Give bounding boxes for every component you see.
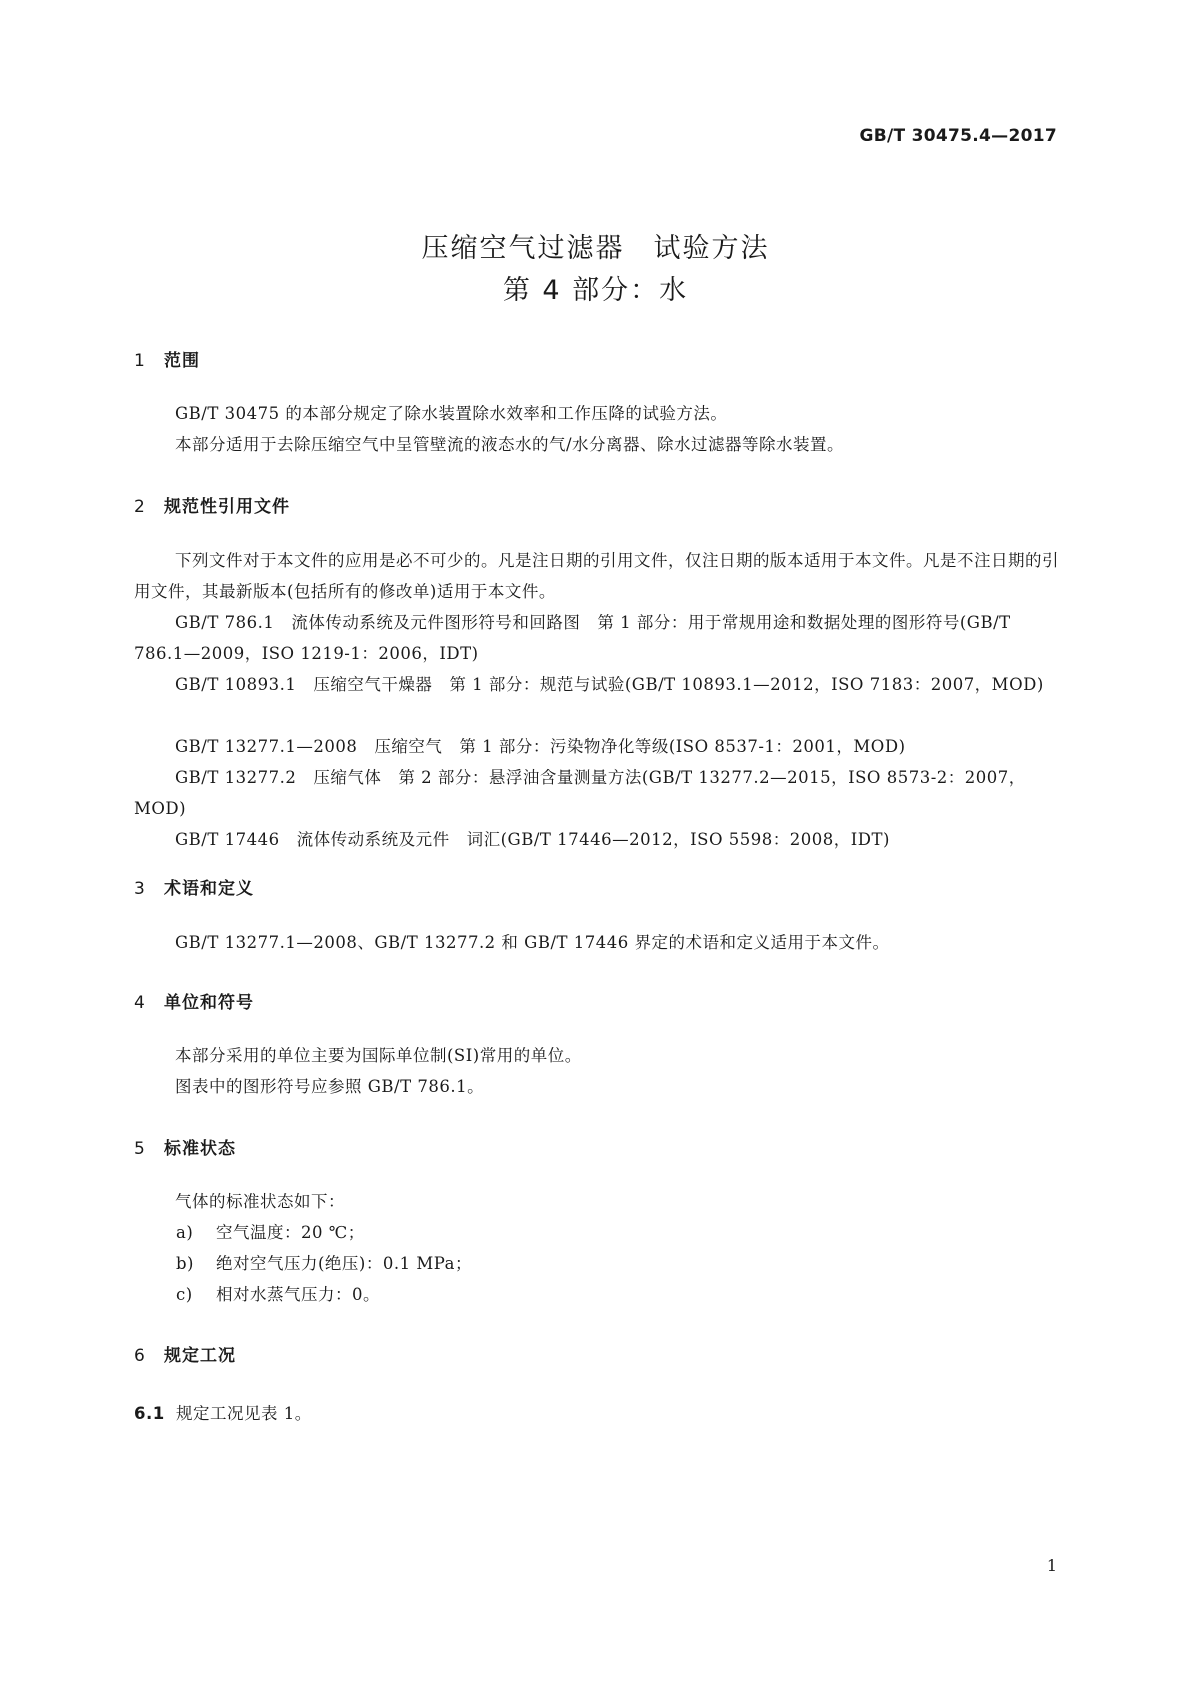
section-title: 规定工况 bbox=[164, 1346, 236, 1366]
list-item-text: 空气温度：20 ℃； bbox=[216, 1223, 365, 1242]
section-number: 6 bbox=[134, 1346, 146, 1366]
section-heading-standard-state bbox=[134, 1134, 236, 1159]
section-heading-normative-references bbox=[134, 492, 290, 517]
section-number: 1 bbox=[134, 351, 146, 371]
paragraph-standard-state-intro: 气体的标准状态如下： bbox=[175, 1192, 345, 1211]
paragraph-units-2: 图表中的图形符号应参照 GB/T 786.1。 bbox=[175, 1077, 485, 1096]
section-title: 术语和定义 bbox=[164, 879, 254, 899]
paragraph-terms: GB/T 13277.1—2008、GB/T 13277.2 和 GB/T 17446 界定的术语和定义适用于本文件。 bbox=[175, 933, 890, 952]
section-title: 规范性引用文件 bbox=[164, 497, 290, 517]
title-line-1: 压缩空气过滤器 试验方法 bbox=[421, 233, 770, 264]
paragraph-scope-1: GB/T 30475 的本部分规定了除水装置除水效率和工作压降的试验方法。 bbox=[175, 404, 728, 423]
reference-item: GB/T 10893.1 压缩空气干燥器 第 1 部分：规范与试验(GB/T 10893.1—2012，ISO 7183：2007，MOD) bbox=[175, 675, 1044, 694]
section-number: 4 bbox=[134, 993, 146, 1013]
reference-item: GB/T 786.1 流体传动系统及元件图形符号和回路图 第 1 部分：用于常规用途和数据处理的图形符号(GB/T 786.1—2009，ISO 1219-1：2006，IDT) bbox=[134, 613, 1011, 663]
section-heading-scope bbox=[134, 346, 200, 371]
page-number: 1 bbox=[1046, 1556, 1057, 1575]
subclause-number: 6.1 bbox=[134, 1404, 165, 1423]
list-marker: c) bbox=[176, 1285, 193, 1304]
reference-item: GB/T 17446 流体传动系统及元件 词汇(GB/T 17446—2012，ISO 5598：2008，IDT) bbox=[175, 830, 890, 849]
list-item bbox=[176, 1248, 1101, 1279]
title-line-2: 第 4 部分：水 bbox=[502, 275, 689, 306]
section-number: 5 bbox=[134, 1139, 146, 1159]
standard-number: GB/T 30475.4—2017 bbox=[859, 126, 1057, 146]
list-item-text: 相对水蒸气压力：0。 bbox=[216, 1285, 380, 1304]
reference-item: GB/T 13277.1—2008 压缩空气 第 1 部分：污染物净化等级(ISO 8537-1：2001，MOD) bbox=[175, 737, 906, 756]
list-item bbox=[176, 1279, 1101, 1310]
paragraph-units-1: 本部分采用的单位主要为国际单位制(SI)常用的单位。 bbox=[175, 1046, 582, 1065]
list-item bbox=[176, 1217, 1101, 1248]
paragraph-scope-2: 本部分适用于去除压缩空气中呈管壁流的液态水的气/水分离器、除水过滤器等除水装置。 bbox=[175, 435, 845, 454]
paragraph-references-intro: 下列文件对于本文件的应用是必不可少的。凡是注日期的引用文件，仅注日期的版本适用于本文件。凡是不注日期的引用文件，其最新版本(包括所有的修改单)适用于本文件。 bbox=[134, 551, 1059, 601]
section-title: 范围 bbox=[164, 351, 200, 371]
section-heading-units bbox=[134, 988, 254, 1013]
subclause-6-1 bbox=[134, 1400, 312, 1424]
section-number: 2 bbox=[134, 497, 146, 517]
reference-item: GB/T 13277.2 压缩气体 第 2 部分：悬浮油含量测量方法(GB/T 13277.2—2015，ISO 8573-2：2007，MOD) bbox=[134, 768, 1026, 818]
section-heading-terms bbox=[134, 874, 254, 899]
section-title: 单位和符号 bbox=[164, 993, 254, 1013]
section-heading-specified-conditions bbox=[134, 1341, 236, 1366]
list-marker: b) bbox=[176, 1254, 194, 1273]
section-title: 标准状态 bbox=[164, 1139, 236, 1159]
list-item-text: 绝对空气压力(绝压)：0.1 MPa； bbox=[216, 1254, 472, 1273]
section-number: 3 bbox=[134, 879, 146, 899]
list-marker: a) bbox=[176, 1223, 194, 1242]
subclause-text: 规定工况见表 1。 bbox=[176, 1404, 312, 1423]
document-title bbox=[0, 228, 1191, 312]
